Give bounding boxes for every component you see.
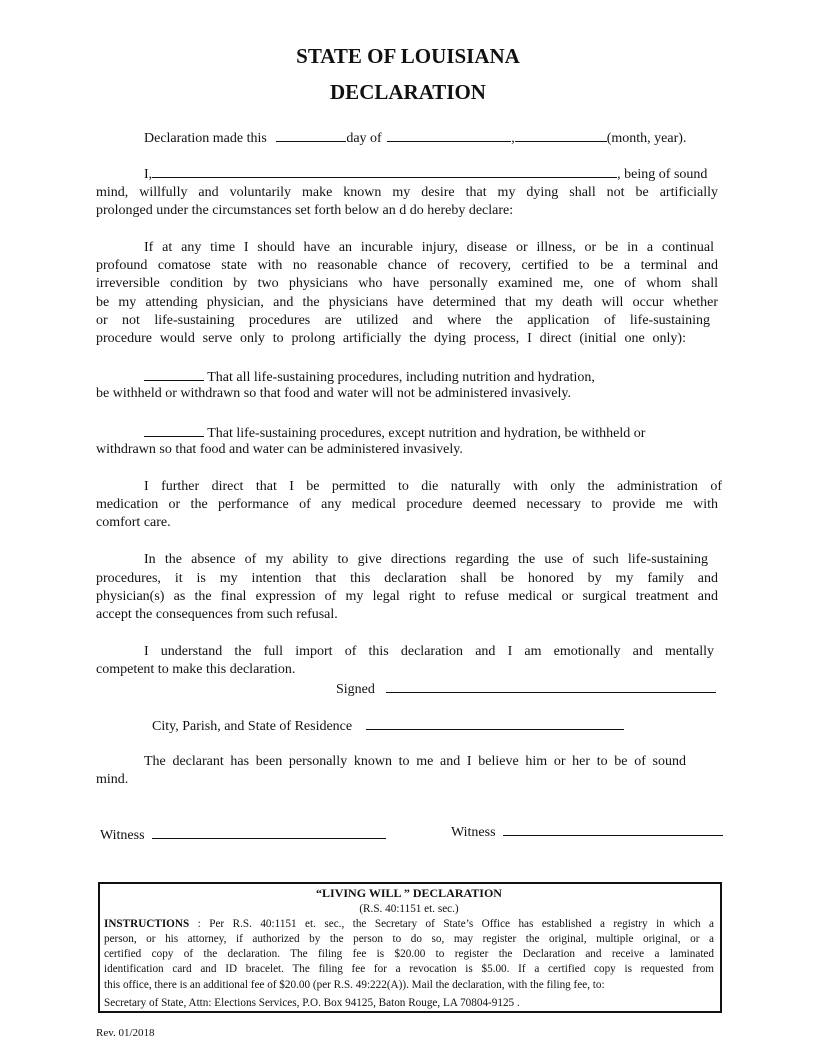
- page-title: STATE OF LOUISIANA: [296, 44, 520, 68]
- date-line-suffix: (month, year).: [606, 131, 687, 146]
- residence-field[interactable]: [366, 716, 624, 730]
- instructions-line-1: INSTRUCTIONS : Per R.S. 40:1151 et. sec., the Secretary of State’s Office has established a registry in which a: [104, 918, 715, 930]
- instructions-label: INSTRUCTIONS: [104, 918, 190, 930]
- declarant-text-1: mind, willfully and voluntarily make known my desire that my dying shall not be artificially: [96, 185, 718, 200]
- declarant-lead: I,: [144, 167, 153, 182]
- witness-1-signature-field[interactable]: [152, 825, 386, 839]
- option-2-initial-field[interactable]: [144, 423, 204, 437]
- option-1-text-1: That all life-sustaining procedures, including nutrition and hydration,: [207, 370, 595, 385]
- declarant-name-field[interactable]: [152, 164, 617, 178]
- year-field[interactable]: [515, 128, 607, 142]
- condition-text-6: procedure would serve only to prolong artificially the dying process, I direct (initial one only):: [96, 331, 686, 346]
- understand-text-2: competent to make this declaration.: [96, 662, 296, 677]
- natural-text-2: medication or the performance of any medical procedure deemed necessary to provide me with: [96, 497, 718, 512]
- residence-line: [152, 716, 624, 736]
- natural-text-1: I further direct that I be permitted to die naturally with only the administration of: [144, 479, 722, 494]
- day-field[interactable]: [276, 128, 346, 142]
- witness-2-line: [451, 822, 723, 842]
- instructions-line-2: person, or his attorney, if authorized by the person to do so, may register the original, multiple original, or a: [104, 933, 714, 945]
- option-2-text-2: withdrawn so that food and water can be administered invasively.: [96, 442, 463, 457]
- instructions-line-3: certified copy of the declaration. The filing fee is $20.00 to register the Declaration and receive a laminated: [104, 948, 714, 960]
- date-comma: ,: [511, 131, 515, 146]
- absence-text-3: physician(s) as the final expression of my legal right to refuse medical or surgical treatment and: [96, 589, 718, 604]
- instructions-heading: “LIVING WILL ” DECLARATION: [316, 886, 502, 900]
- witness-2-signature-field[interactable]: [503, 822, 723, 836]
- revision-date: Rev. 01/2018: [96, 1027, 155, 1039]
- instructions-line-6: Secretary of State, Attn: Elections Services, P.O. Box 94125, Baton Rouge, LA 70804-9125 .: [104, 997, 520, 1009]
- witness-statement-1: The declarant has been personally known to me and I believe him or her to be of sound: [144, 754, 686, 769]
- condition-text-4: be my attending physician, and the physicians have determined that my death will occur whether: [96, 295, 718, 310]
- signed-line: [336, 679, 716, 699]
- residence-label: City, Parish, and State of Residence: [152, 719, 353, 734]
- instructions-subheading: (R.S. 40:1151 et. sec.): [359, 903, 459, 915]
- natural-text-3: comfort care.: [96, 515, 171, 530]
- condition-text-5: or not life-sustaining procedures are utilized and where the application of life-sustaining: [96, 313, 710, 328]
- declarant-tail: , being of sound: [617, 167, 708, 182]
- understand-text-1: I understand the full import of this declaration and I am emotionally and mentally: [144, 644, 714, 659]
- condition-text-1: If at any time I should have an incurable injury, disease or illness, or be in a continual: [144, 240, 714, 255]
- option-2-text-1: That life-sustaining procedures, except nutrition and hydration, be withheld or: [207, 426, 646, 441]
- page-subtitle: DECLARATION: [330, 80, 486, 104]
- date-line: [144, 128, 686, 148]
- option-1-text-2: be withheld or withdrawn so that food and water will not be administered invasively.: [96, 386, 571, 401]
- date-line-prefix: Declaration made this: [144, 131, 267, 146]
- declarant-text-2: prolonged under the circumstances set forth below an d do hereby declare:: [96, 203, 514, 218]
- option-2-line: [144, 423, 720, 443]
- absence-text-4: accept the consequences from such refusal.: [96, 607, 338, 622]
- instructions-line-5: this office, there is an additional fee of $20.00 (per R.S. 49:222(A)). Mail the declaration, with the filing fee, to:: [104, 979, 605, 991]
- declarant-line: [144, 164, 707, 184]
- signature-field[interactable]: [386, 679, 716, 693]
- witness-1-line: [100, 825, 386, 845]
- option-1-initial-field[interactable]: [144, 367, 204, 381]
- day-of-label: day of: [346, 131, 382, 146]
- signed-label: Signed: [336, 682, 375, 697]
- witness-2-label: Witness: [451, 825, 496, 840]
- instructions-line-4: identification card and ID bracelet. The filing fee for a revocation is $5.00. If a certified copy is requested from: [104, 963, 714, 975]
- month-field[interactable]: [387, 128, 511, 142]
- condition-text-3: irreversible condition by two physicians who have personally examined me, one of whom shall: [96, 276, 718, 291]
- condition-text-2: profound comatose state with no reasonable chance of recovery, certified to be a terminal and: [96, 258, 718, 273]
- absence-text-1: In the absence of my ability to give directions regarding the use of such life-sustaining: [144, 552, 708, 567]
- absence-text-2: procedures, it is my intention that this declaration shall be honored by my family and: [96, 571, 718, 586]
- witness-1-label: Witness: [100, 828, 145, 843]
- witness-statement-2: mind.: [96, 772, 129, 787]
- option-1-line: [144, 367, 595, 387]
